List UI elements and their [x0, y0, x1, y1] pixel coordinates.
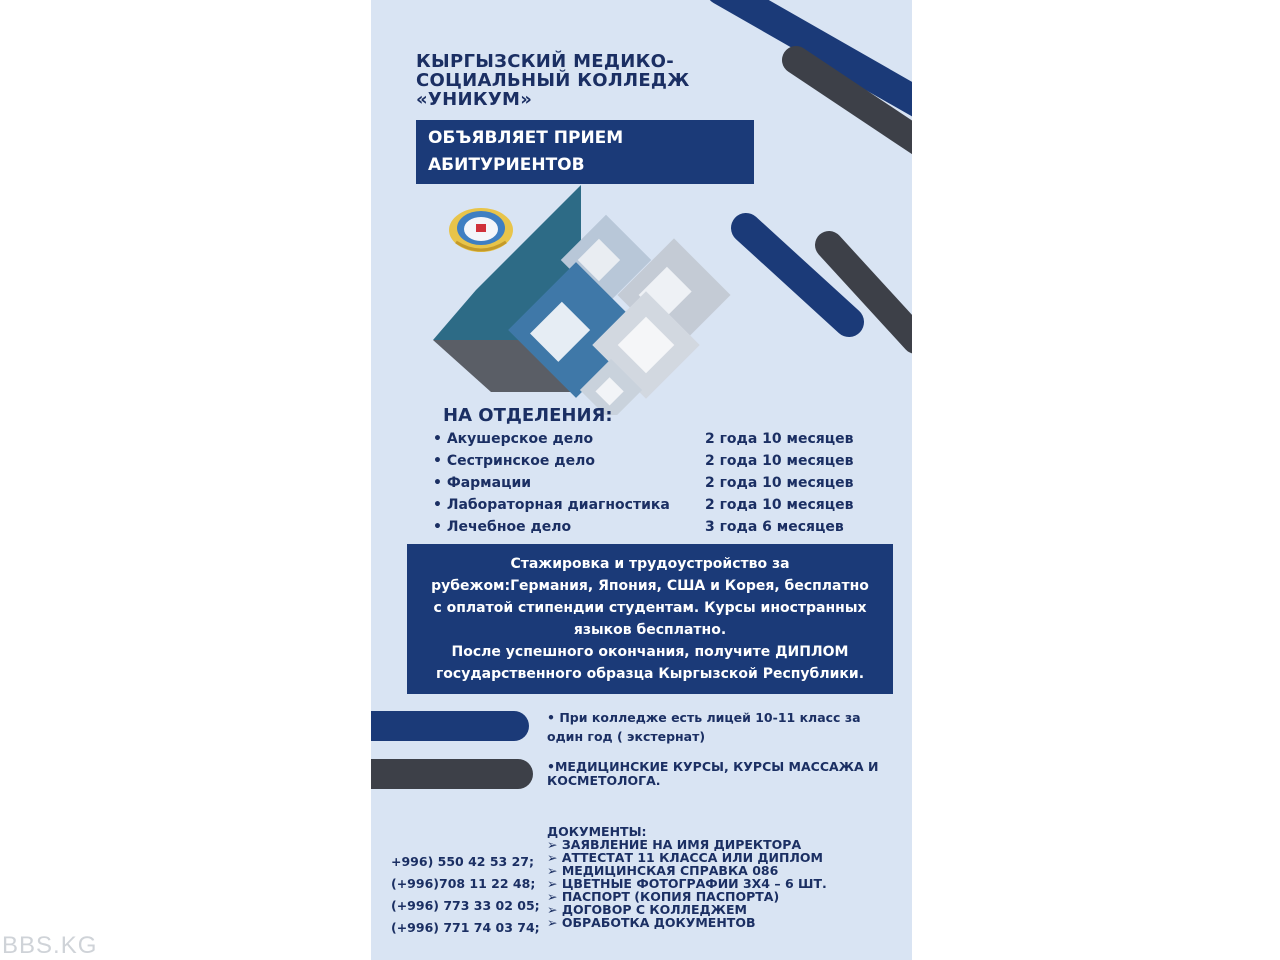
document-item: ➢ ДОГОВОР С КОЛЛЕДЖЕМ [547, 902, 747, 917]
lyceum-note-line: • При колледже есть лицей 10-11 класс за [547, 710, 861, 725]
college-title-line: КЫРГЫЗСКИЙ МЕДИКО- [416, 51, 674, 72]
department-row [433, 431, 873, 451]
department-name: • Лечебное дело [433, 519, 572, 535]
announcement-line: АБИТУРИЕНТОВ [428, 155, 585, 175]
site-watermark: BBS.KG [2, 932, 98, 959]
department-name: • Сестринское дело [433, 453, 595, 469]
document-item: ➢ ОБРАБОТКА ДОКУМЕНТОВ [547, 915, 756, 930]
document-item: ➢ ЦВЕТНЫЕ ФОТОГРАФИИ 3Х4 – 6 ШТ. [547, 876, 827, 891]
flyer [371, 0, 912, 960]
deco-navy-stripe-top [721, 0, 912, 110]
document-item: ➢ ЗАЯВЛЕНИЕ НА ИМЯ ДИРЕКТОРА [547, 837, 802, 852]
deco-navy-bar [371, 711, 529, 741]
department-duration: 2 года 10 месяцев [705, 497, 854, 513]
info-line: языков бесплатно. [573, 622, 727, 638]
department-name: • Лабораторная диагностика [433, 497, 670, 513]
department-name: • Акушерское дело [433, 431, 594, 447]
department-duration: 2 года 10 месяцев [705, 475, 854, 491]
college-title-line: «УНИКУМ» [416, 89, 533, 110]
phone-number[interactable]: (+996) 771 74 03 74; [391, 920, 540, 935]
department-row [433, 475, 873, 495]
document-item: ➢ АТТЕСТАТ 11 КЛАССА ИЛИ ДИПЛОМ [547, 850, 823, 865]
phone-number[interactable]: (+996)708 11 22 48; [391, 876, 536, 891]
phone-number[interactable]: (+996) 773 33 02 05; [391, 898, 540, 913]
photo-collage [426, 185, 736, 415]
info-line: государственного образца Кыргызской Республики. [435, 666, 865, 682]
department-name: • Фармации [433, 475, 532, 491]
info-line: с оплатой стипендии студентам. Курсы иностранных [433, 600, 867, 616]
document-item: ➢ ПАСПОРТ (КОПИЯ ПАСПОРТА) [547, 889, 780, 904]
courses-note-line: КОСМЕТОЛОГА. [547, 773, 661, 788]
info-line: После успешного окончания, получите ДИПЛОМ [451, 644, 849, 660]
lyceum-note-line: один год ( экстернат) [547, 729, 706, 744]
info-box [407, 544, 893, 694]
college-title-line: СОЦИАЛЬНЫЙ КОЛЛЕДЖ [416, 70, 690, 91]
document-item: ➢ МЕДИЦИНСКАЯ СПРАВКА 086 [547, 863, 779, 878]
info-line: рубежом:Германия, Япония, США и Корея, бесплатно [431, 578, 869, 594]
department-row [433, 453, 873, 473]
phone-number[interactable]: +996) 550 42 53 27; [391, 854, 534, 869]
announcement-line: ОБЪЯВЛЯЕТ ПРИЕМ [428, 128, 624, 148]
info-line: Стажировка и трудоустройство за [510, 556, 790, 572]
deco-gray-bar [371, 759, 533, 789]
college-title [416, 52, 746, 109]
documents-heading: ДОКУМЕНТЫ: [547, 824, 647, 839]
department-row [433, 519, 873, 539]
department-duration: 3 года 6 месяцев [705, 519, 844, 535]
courses-note-line: •МЕДИЦИНСКИЕ КУРСЫ, КУРСЫ МАССАЖА И [547, 759, 879, 774]
department-duration: 2 года 10 месяцев [705, 453, 854, 469]
announcement-banner [416, 120, 754, 184]
department-duration: 2 года 10 месяцев [705, 431, 854, 447]
departments-heading: НА ОТДЕЛЕНИЯ: [443, 405, 613, 426]
department-row [433, 497, 873, 517]
